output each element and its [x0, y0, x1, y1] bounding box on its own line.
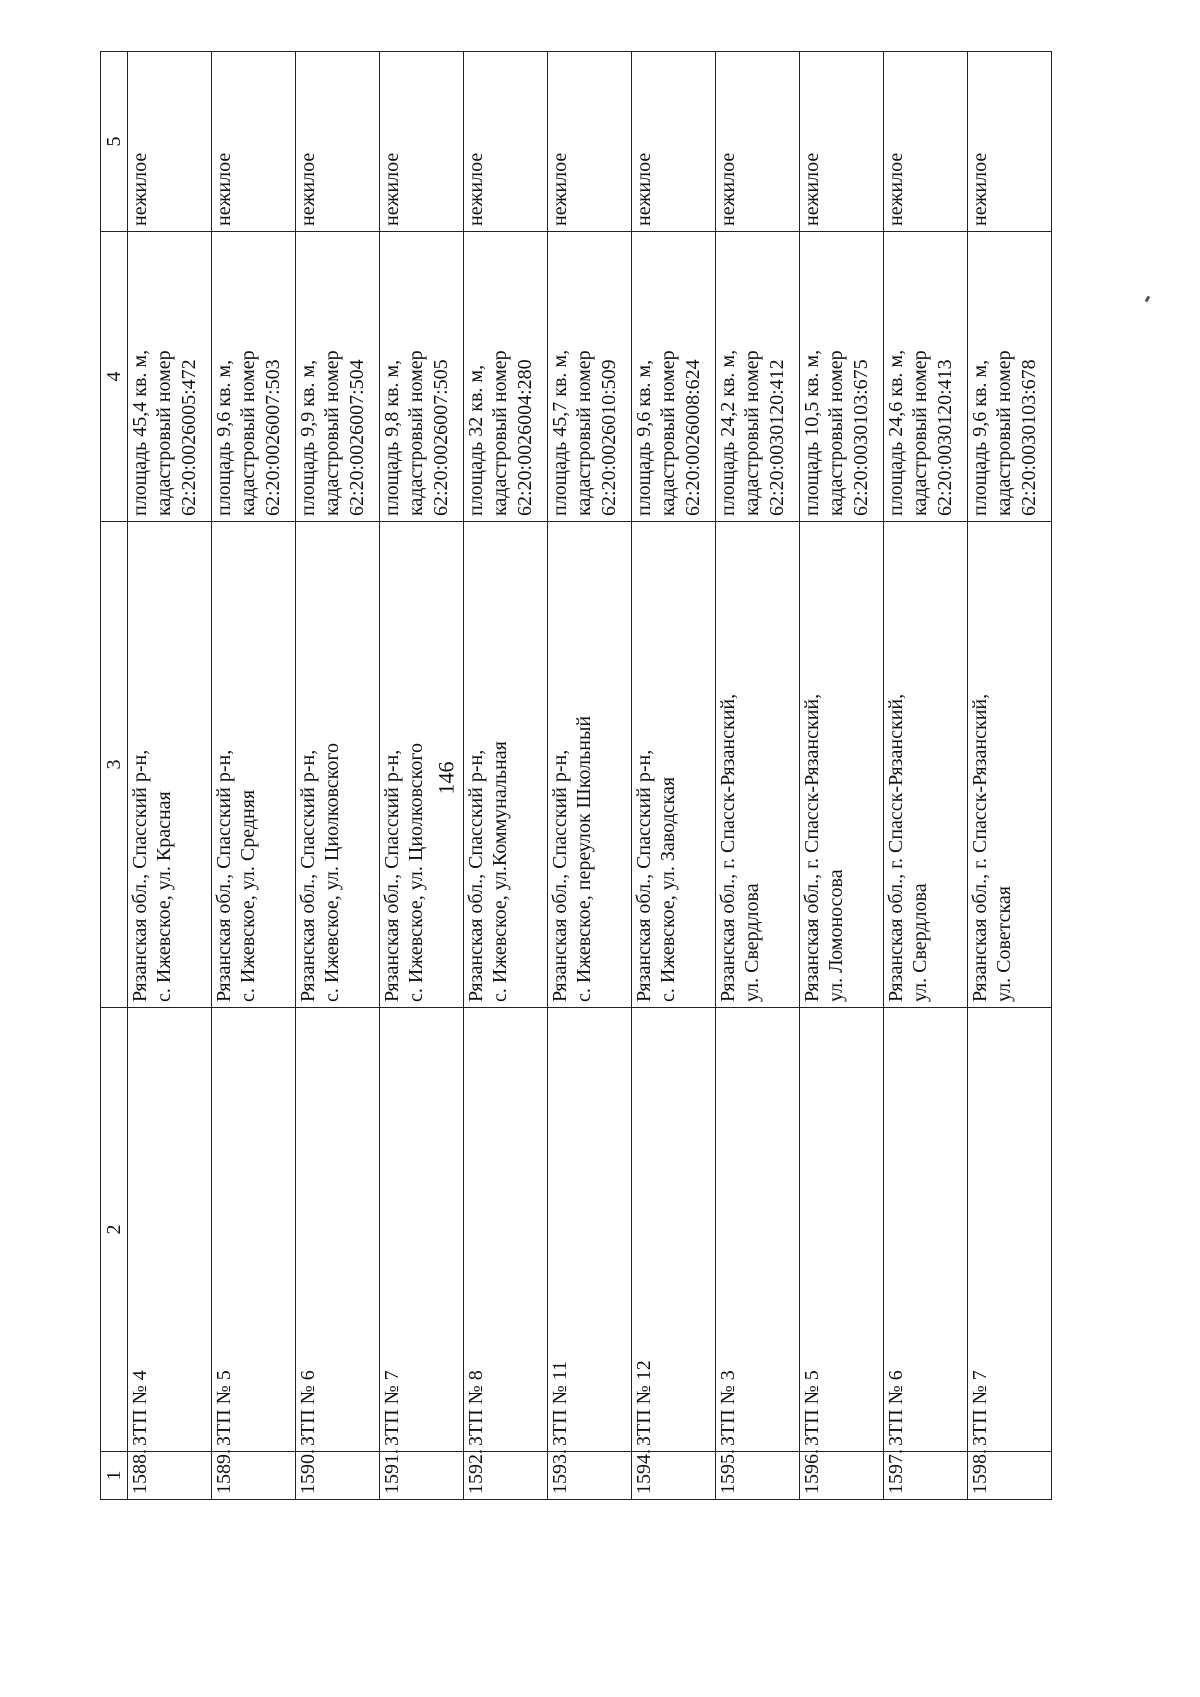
object-type: нежилое: [884, 52, 968, 232]
property-registry-table: [100, 51, 1052, 1500]
object-name: ЗТП № 4: [128, 1008, 212, 1452]
column-header-1: 1: [101, 1452, 128, 1500]
table-row: [632, 52, 716, 1500]
object-details: площадь 9,6 кв. м, кадастровый номер 62:20:0026007:503: [212, 232, 296, 522]
table-row: [464, 52, 548, 1500]
table-row: [800, 52, 884, 1500]
object-address: Рязанская обл., г. Спасск-Рязанский, ул. Советская: [968, 522, 1052, 1008]
object-type: нежилое: [632, 52, 716, 232]
object-details: площадь 24,6 кв. м, кадастровый номер 62:20:0030120:413: [884, 232, 968, 522]
object-address: Рязанская обл., Спасский р-н, с. Ижевское, ул. Заводская: [632, 522, 716, 1008]
table-row: [212, 52, 296, 1500]
table-row: [380, 52, 464, 1500]
object-type: нежилое: [716, 52, 800, 232]
object-details: площадь 10,5 кв. м, кадастровый номер 62:20:0030103:675: [800, 232, 884, 522]
row-number: 1597.: [884, 1452, 968, 1500]
object-name: ЗТП № 3: [716, 1008, 800, 1452]
column-header-4: 4: [101, 232, 128, 522]
column-header-5: 5: [101, 52, 128, 232]
object-address: Рязанская обл., Спасский р-н, с. Ижевское, переулок Школьный: [548, 522, 632, 1008]
object-type: нежилое: [296, 52, 380, 232]
object-name: ЗТП № 5: [800, 1008, 884, 1452]
object-details: площадь 9,8 кв. м, кадастровый номер 62:20:0026007:505: [380, 232, 464, 522]
object-details: площадь 9,6 кв. м, кадастровый номер 62:20:0026008:624: [632, 232, 716, 522]
object-details: площадь 32 кв. м, кадастровый номер 62:20:0026004:280: [464, 232, 548, 522]
row-number: 1595.: [716, 1452, 800, 1500]
column-header-2: 2: [101, 1008, 128, 1452]
table-row: [548, 52, 632, 1500]
object-type: нежилое: [968, 52, 1052, 232]
table-row: [716, 52, 800, 1500]
object-address: Рязанская обл., г. Спасск-Рязанский, ул. Ломоносова: [800, 522, 884, 1008]
scan-speck: [1145, 296, 1151, 303]
table-row: [968, 52, 1052, 1500]
object-details: площадь 9,6 кв. м, кадастровый номер 62:20:0030103:678: [968, 232, 1052, 522]
row-number: 1589.: [212, 1452, 296, 1500]
object-name: ЗТП № 8: [464, 1008, 548, 1452]
table-row: [884, 52, 968, 1500]
object-type: нежилое: [380, 52, 464, 232]
object-address: Рязанская обл., г. Спасск-Рязанский, ул. Свердлова: [716, 522, 800, 1008]
object-details: площадь 45,4 кв. м, кадастровый номер 62:20:0026005:472: [128, 232, 212, 522]
object-address: Рязанская обл., г. Спасск-Рязанский, ул. Свердлова: [884, 522, 968, 1008]
object-address: Рязанская обл., Спасский р-н, с. Ижевское, ул. Циолковского: [380, 522, 464, 1008]
table-header-row: [101, 52, 128, 1500]
object-type: нежилое: [800, 52, 884, 232]
object-name: ЗТП № 5: [212, 1008, 296, 1452]
object-address: Рязанская обл., Спасский р-н, с. Ижевское, ул. Циолковского: [296, 522, 380, 1008]
object-type: нежилое: [464, 52, 548, 232]
object-name: ЗТП № 6: [884, 1008, 968, 1452]
row-number: 1592.: [464, 1452, 548, 1500]
table-row: [296, 52, 380, 1500]
row-number: 1596.: [800, 1452, 884, 1500]
rotated-table-container: [100, 52, 1060, 1500]
object-type: нежилое: [548, 52, 632, 232]
row-number: 1591.: [380, 1452, 464, 1500]
object-details: площадь 45,7 кв. м, кадастровый номер 62:20:0026010:509: [548, 232, 632, 522]
row-number: 1598.: [968, 1452, 1052, 1500]
object-address: Рязанская обл., Спасский р-н, с. Ижевское, ул.Коммунальная: [464, 522, 548, 1008]
object-name: ЗТП № 12: [632, 1008, 716, 1452]
row-number: 1594.: [632, 1452, 716, 1500]
object-name: ЗТП № 7: [380, 1008, 464, 1452]
object-type: нежилое: [128, 52, 212, 232]
object-address: Рязанская обл., Спасский р-н, с. Ижевское, ул. Средняя: [212, 522, 296, 1008]
row-number: 1590.: [296, 1452, 380, 1500]
row-number: 1588.: [128, 1452, 212, 1500]
object-type: нежилое: [212, 52, 296, 232]
table-row: [128, 52, 212, 1500]
column-header-3: 3: [101, 522, 128, 1008]
object-details: площадь 9,9 кв. м, кадастровый номер 62:20:0026007:504: [296, 232, 380, 522]
row-number: 1593.: [548, 1452, 632, 1500]
object-name: ЗТП № 6: [296, 1008, 380, 1452]
object-name: ЗТП № 7: [968, 1008, 1052, 1452]
object-details: площадь 24,2 кв. м, кадастровый номер 62:20:0030120:412: [716, 232, 800, 522]
object-name: ЗТП № 11: [548, 1008, 632, 1452]
object-address: Рязанская обл., Спасский р-н, с. Ижевское, ул. Красная: [128, 522, 212, 1008]
page-number: 146: [433, 761, 459, 795]
